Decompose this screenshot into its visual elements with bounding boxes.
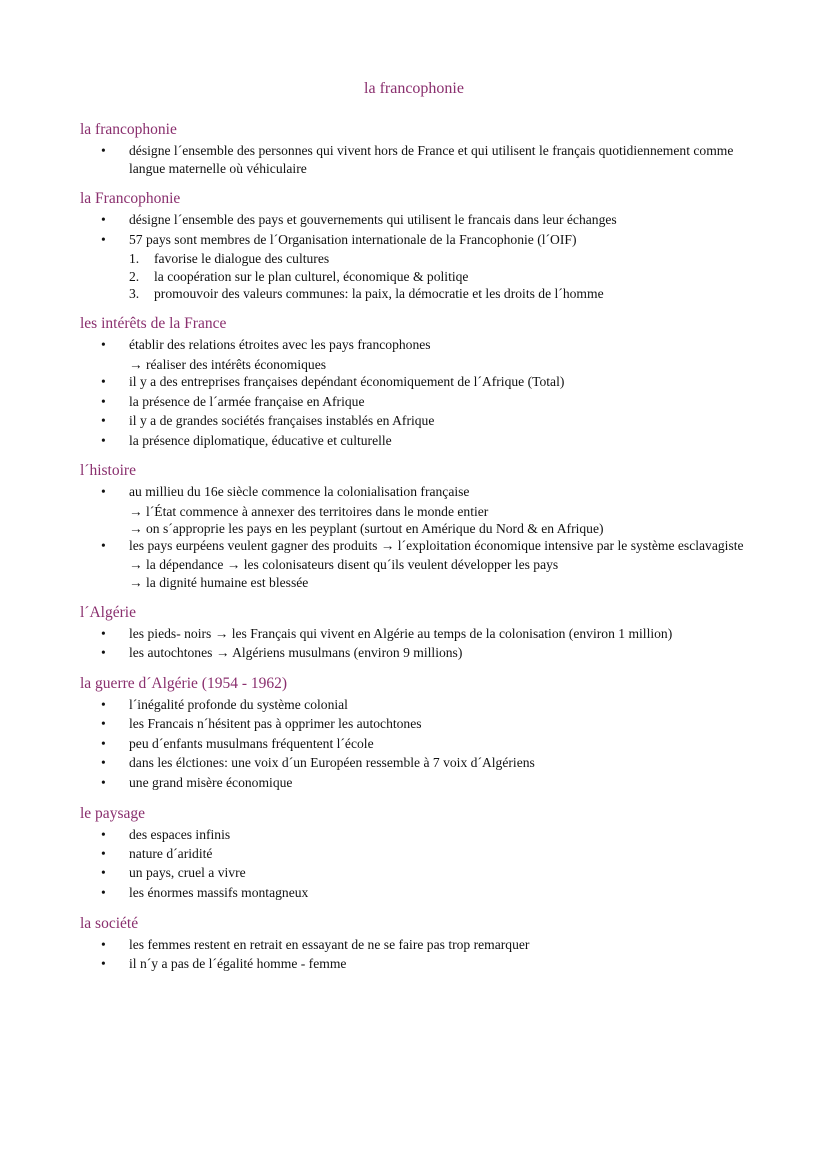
list-item — [80, 735, 770, 753]
list-item — [80, 715, 770, 733]
list-item — [80, 754, 770, 772]
section-guerre-algerie — [80, 674, 770, 792]
numbered-item — [80, 250, 770, 267]
list-item — [80, 696, 770, 714]
section-paysage — [80, 804, 770, 902]
list-item — [80, 537, 770, 555]
list-item-text: des espaces infinis — [129, 826, 231, 842]
list-item-text: établir des relations étroites avec les pays francophones — [129, 337, 431, 353]
list-item-text: nature d´aridité — [129, 845, 213, 861]
bullet-icon: • — [101, 337, 106, 353]
list-item-text: 57 pays sont membres de l´Organisation internationale de la Francophonie (l´OIF) — [129, 231, 577, 247]
bullet-icon: • — [101, 432, 106, 448]
list-item — [80, 845, 770, 863]
bullet-icon: • — [101, 956, 106, 972]
bullet-icon: • — [101, 212, 106, 228]
list-item — [80, 231, 770, 249]
section-heading: l´Algérie — [80, 603, 136, 621]
list-item — [80, 373, 770, 391]
list-item-text: désigne l´ensemble des personnes qui vivent hors de France et qui utilisent le français quotidiennement comme langue maternelle où véhiculaire — [129, 143, 734, 176]
list-item — [80, 625, 770, 643]
list-item-text: il y a de grandes sociétés françaises instablés en Afrique — [129, 413, 435, 429]
list-item-text: dans les élctiones: une voix d´un Européen ressemble à 7 voix d´Algériens — [129, 755, 535, 771]
list-item-text: désigne l´ensemble des pays et gouvernements qui utilisent le francais dans leur échanges — [129, 212, 617, 228]
bullet-icon: • — [101, 625, 106, 641]
numbered-item-text: promouvoir des valeurs communes: la paix, la démocratie et les droits de l´homme — [154, 285, 604, 301]
document-body — [80, 120, 770, 985]
list-item-text: les autochtones → Algériens musulmans (environ 9 millions) — [129, 645, 463, 661]
bullet-icon: • — [101, 413, 106, 429]
bullet-icon: • — [101, 845, 106, 861]
list-item-text: les Francais n´hésitent pas à opprimer les autochtones — [129, 716, 422, 732]
bullet-icon: • — [101, 538, 106, 553]
page-title: la francophonie — [364, 80, 464, 97]
list-item — [80, 412, 770, 430]
numbered-item — [80, 268, 770, 285]
list-item-text: les pays eurpéens veulent gagner des produits → l´exploitation économique intensive par le système esclavagiste — [129, 538, 744, 553]
section-la-Francophonie — [80, 189, 770, 302]
list-item — [80, 483, 770, 501]
bullet-icon: • — [101, 755, 106, 771]
list-item — [80, 432, 770, 450]
list-item-text: les femmes restent en retrait en essayant de ne se faire pas trop remarquer — [129, 936, 530, 952]
bullet-icon: • — [101, 696, 106, 712]
numbered-item-text: favorise le dialogue des cultures — [154, 251, 330, 267]
section-heading: l´histoire — [80, 462, 136, 480]
numbered-item — [80, 285, 770, 302]
list-item-text: peu d´enfants musulmans fréquentent l´école — [129, 735, 374, 751]
sub-line: → l´État commence à annexer des territoires dans le monde entier — [129, 503, 489, 519]
bullet-icon: • — [101, 735, 106, 751]
bullet-icon: • — [101, 774, 106, 790]
list-item — [80, 826, 770, 844]
bullet-icon: • — [101, 936, 106, 952]
item-number: 3. — [129, 285, 140, 301]
item-number: 1. — [129, 251, 140, 267]
list-item — [80, 864, 770, 882]
list-item-text: les énormes massifs montagneux — [129, 884, 309, 900]
section-heading: la société — [80, 914, 139, 932]
list-item — [80, 936, 770, 954]
bullet-icon: • — [101, 143, 106, 158]
section-histoire — [80, 461, 770, 591]
sub-line: → la dépendance → les colonisateurs disent qu´ils veulent développer les pays — [129, 557, 559, 573]
list-item-text: la présence de l´armée française en Afrique — [129, 393, 365, 409]
list-item-text: l´inégalité profonde du système colonial — [129, 696, 348, 712]
sub-line: → la dignité humaine est blessée — [129, 574, 309, 590]
bullet-icon: • — [101, 884, 106, 900]
section-societe — [80, 914, 770, 973]
list-item — [80, 336, 770, 354]
list-item — [80, 393, 770, 411]
list-item-text: au millieu du 16e siècle commence la colonialisation française — [129, 484, 470, 500]
list-item-text: les pieds- noirs → les Français qui vivent en Algérie au temps de la colonisation (environ 1 million) — [129, 625, 673, 641]
item-number: 2. — [129, 268, 140, 284]
list-item-text: il y a des entreprises françaises depéndant économiquement de l´Afrique (Total) — [129, 374, 565, 390]
list-item — [80, 774, 770, 792]
sub-line: → on s´approprie les pays en les peyplant (surtout en Amérique du Nord & en Afrique) — [129, 520, 604, 536]
list-item — [80, 211, 770, 229]
list-item — [80, 142, 770, 177]
section-heading: le paysage — [80, 804, 145, 822]
list-item — [80, 955, 770, 973]
section-la-francophonie — [80, 120, 770, 177]
list-item — [80, 884, 770, 902]
bullet-icon: • — [101, 231, 106, 247]
bullet-icon: • — [101, 716, 106, 732]
section-heading: la Francophonie — [80, 190, 181, 208]
bullet-icon: • — [101, 645, 106, 661]
section-heading: la francophonie — [80, 121, 177, 138]
section-heading: les intérêts de la France — [80, 315, 227, 333]
bullet-icon: • — [101, 826, 106, 842]
section-heading: la guerre d´Algérie (1954 - 1962) — [80, 674, 288, 692]
numbered-item-text: la coopération sur le plan culturel, économique & politiqe — [154, 268, 469, 284]
section-algerie — [80, 603, 770, 662]
bullet-icon: • — [101, 374, 106, 390]
list-item-text: il n´y a pas de l´égalité homme - femme — [129, 956, 347, 972]
list-item-text: un pays, cruel a vivre — [129, 865, 246, 881]
bullet-icon: • — [101, 865, 106, 881]
section-interets-de-la-france — [80, 314, 770, 449]
sub-line: → réaliser des intérêts économiques — [129, 356, 327, 372]
list-item-text: la présence diplomatique, éducative et culturelle — [129, 432, 392, 448]
bullet-icon: • — [101, 484, 106, 500]
list-item-text: une grand misère économique — [129, 774, 293, 790]
list-item — [80, 644, 770, 662]
bullet-icon: • — [101, 393, 106, 409]
